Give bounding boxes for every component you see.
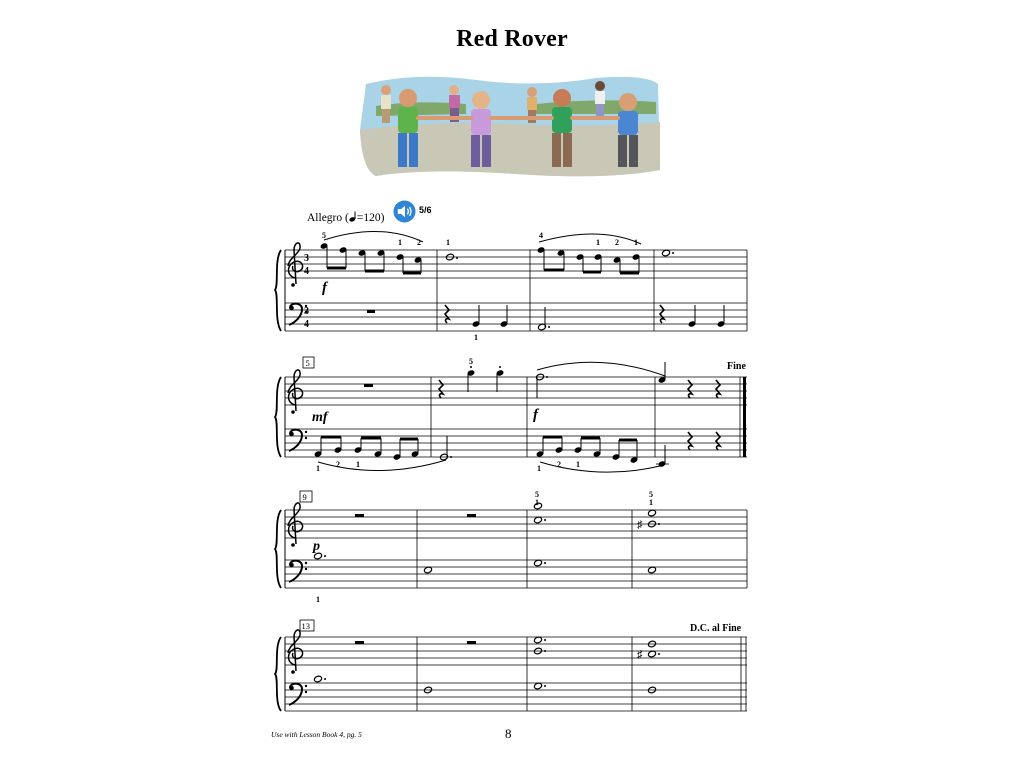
finger-number: 2 bbox=[336, 460, 340, 469]
measure-1-notes bbox=[320, 242, 423, 273]
finger-number: 2 bbox=[615, 238, 619, 247]
tempo-marking: Allegro ( =120) bbox=[307, 212, 385, 224]
staff-system-1 bbox=[275, 231, 747, 342]
quarter-rest bbox=[445, 305, 449, 323]
finger-number: 1 bbox=[634, 238, 638, 247]
finger-number: 2 bbox=[557, 460, 561, 469]
footer-lesson-reference: Use with Lesson Book 4, pg. 5 bbox=[271, 730, 362, 739]
finger-number: 1 bbox=[596, 238, 600, 247]
bass-clef-icon bbox=[289, 561, 307, 582]
finger-number: 1 bbox=[398, 238, 402, 247]
finger-number: 1 bbox=[576, 460, 580, 469]
dynamic-marking: p bbox=[313, 539, 320, 554]
dc-al-fine-marking: D.C. al Fine bbox=[690, 623, 742, 634]
dynamic-marking: mf bbox=[312, 410, 328, 425]
measure-number: 5 bbox=[305, 358, 310, 368]
finger-number: 1 bbox=[535, 498, 539, 507]
audio-track-number: 5/6 bbox=[419, 205, 432, 215]
page-number: 8 bbox=[505, 726, 512, 741]
finger-number: 1 bbox=[316, 464, 320, 473]
bass-clef-icon bbox=[289, 684, 307, 705]
finger-number: 5 bbox=[535, 490, 539, 499]
staff-system-2 bbox=[275, 357, 747, 473]
finger-number: 4 bbox=[539, 231, 543, 240]
finger-number: 1 bbox=[537, 464, 541, 473]
page-title: Red Rover bbox=[456, 26, 568, 52]
dynamic-marking: f bbox=[533, 407, 538, 423]
finger-number: 1 bbox=[474, 333, 478, 342]
finger-number: 1 bbox=[316, 595, 320, 604]
time-signature-top: 3 bbox=[304, 306, 309, 317]
treble-clef-icon bbox=[288, 503, 303, 547]
finger-number: 5 bbox=[649, 490, 653, 499]
treble-clef-icon bbox=[288, 370, 303, 414]
measure-number: 13 bbox=[301, 621, 310, 631]
finger-number: 1 bbox=[356, 460, 360, 469]
sharp-accidental: ♯ bbox=[637, 519, 643, 531]
treble-clef-icon bbox=[288, 630, 303, 674]
treble-clef-icon bbox=[288, 243, 303, 287]
time-signature-top: 3 bbox=[304, 253, 309, 264]
bass-clef-icon bbox=[289, 430, 307, 451]
time-signature-bottom: 4 bbox=[304, 266, 309, 277]
finger-number: 5 bbox=[322, 231, 326, 240]
staff-system-3 bbox=[275, 490, 747, 604]
finger-number: 1 bbox=[649, 498, 653, 507]
finger-number: 2 bbox=[417, 238, 421, 247]
staff-system-4 bbox=[275, 620, 747, 711]
grand-staff-brace bbox=[275, 250, 281, 331]
finger-number: 5 bbox=[469, 357, 473, 366]
measure-number: 9 bbox=[302, 492, 307, 502]
finger-number: 1 bbox=[446, 238, 450, 247]
sharp-accidental: ♯ bbox=[637, 649, 643, 661]
fine-marking: Fine bbox=[727, 361, 746, 372]
time-signature-bottom: 4 bbox=[304, 319, 309, 330]
dynamic-marking: f bbox=[322, 280, 327, 296]
